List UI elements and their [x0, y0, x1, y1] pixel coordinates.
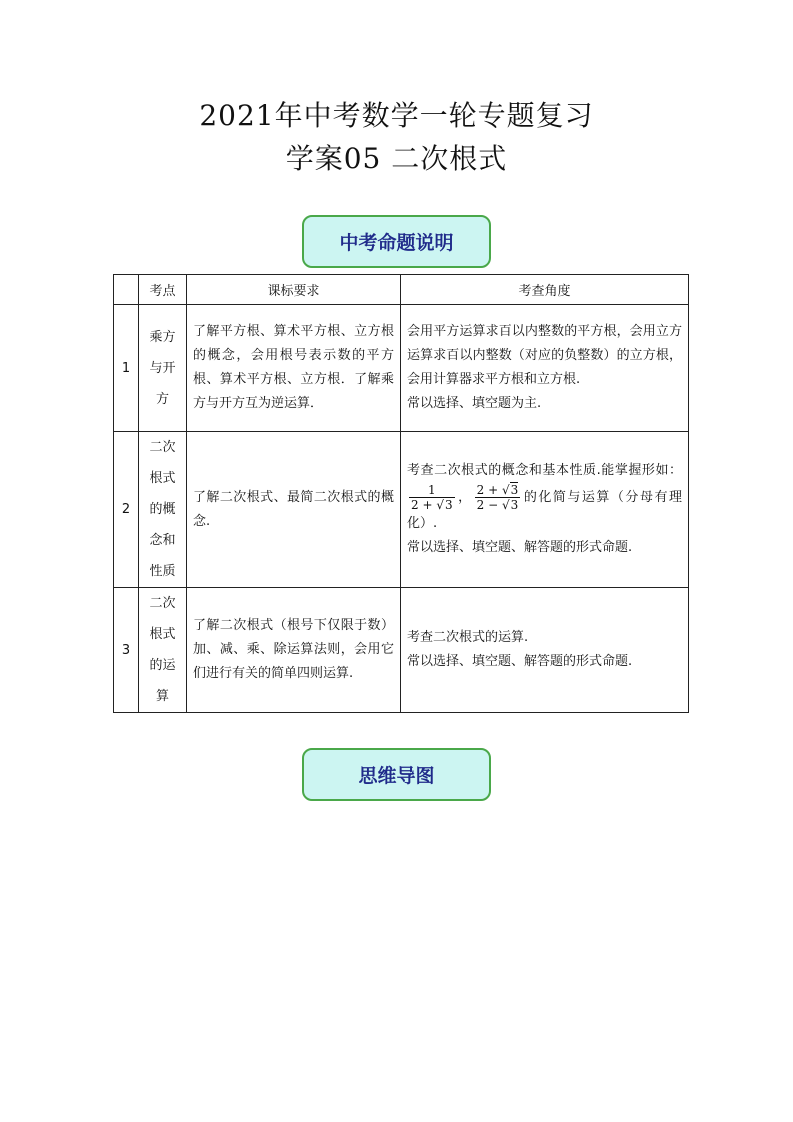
row-requirement: 了解二次根式、最简二次根式的概念.	[187, 432, 401, 588]
topic-line: 的运	[149, 658, 176, 673]
topic-line: 根式	[149, 471, 176, 486]
page-title-line1: 2021年中考数学一轮专题复习	[199, 99, 594, 132]
row-angle	[401, 432, 689, 588]
topic-line: 二次	[149, 596, 176, 611]
angle-line: 常以选择、填空题为主.	[407, 396, 542, 411]
topic-line: 的概	[149, 502, 176, 517]
table-header-row	[114, 275, 689, 305]
row-number: 3	[114, 588, 139, 713]
row-angle	[401, 305, 689, 432]
section-heading-mind-map: 思维导图	[302, 748, 491, 801]
row-requirement: 了解平方根、算术平方根、立方根的概念，会用根号表示数的平方根、算术平方根、立方根．了解乘方与开方互为逆运算．	[187, 305, 401, 432]
radicand: 3	[510, 498, 519, 512]
fraction-denominator	[409, 498, 455, 512]
row-requirement: 了解二次根式（根号下仅限于数）加、减、乘、除运算法则，会用它们进行有关的简单四则运算.	[187, 588, 401, 713]
header-index	[114, 275, 139, 305]
angle-line: 常以选择、填空题、解答题的形式命题.	[407, 540, 633, 555]
num-prefix: 2 +	[476, 483, 502, 497]
fraction-2	[475, 483, 521, 512]
angle-line: 常以选择、填空题、解答题的形式命题.	[407, 654, 633, 669]
row-topic	[139, 305, 187, 432]
topic-line: 与开	[149, 360, 176, 376]
exam-points-table	[113, 274, 689, 713]
radicand: 3	[444, 498, 453, 512]
topic-line: 二次	[149, 440, 176, 455]
den-prefix: 2 −	[476, 498, 502, 512]
row-number: 2	[114, 432, 139, 588]
angle-line: 会用平方运算求百以内整数的平方根，会用立方运算求百以内整数（对应的负整数）的立方根，会用计算器求平方根和立方根.	[407, 324, 682, 387]
sqrt-symbol: √	[502, 498, 510, 512]
row-angle	[401, 588, 689, 713]
angle-line: 考查二次根式的运算.	[407, 630, 529, 645]
header-topic: 考点	[139, 275, 187, 305]
sqrt-symbol: √	[436, 498, 444, 512]
table-row	[114, 305, 689, 432]
topic-line: 乘方	[149, 329, 176, 345]
fraction-1	[409, 483, 455, 512]
fraction-numerator	[475, 483, 521, 498]
den-prefix: 2 +	[411, 498, 437, 512]
angle-intro: 考查二次根式的概念和基本性质.能掌握形如：	[407, 463, 682, 478]
header-requirement: 课标要求	[187, 275, 401, 305]
topic-line: 性质	[149, 564, 176, 579]
sqrt-symbol: √	[502, 483, 510, 497]
topic-line: 念和	[149, 533, 176, 548]
angle-after: 的化简与运算（分母有理化）.	[407, 490, 682, 531]
table-row	[114, 432, 689, 588]
fraction-denominator	[475, 498, 521, 512]
table-row	[114, 588, 689, 713]
section-heading-exam-description: 中考命题说明	[302, 215, 491, 268]
topic-line: 算	[155, 689, 169, 704]
row-topic	[139, 432, 187, 588]
fraction-numerator: 1	[409, 483, 455, 498]
page-title-line2: 学案05 二次根式	[285, 142, 508, 175]
row-topic	[139, 588, 187, 713]
topic-line: 根式	[149, 627, 176, 642]
radicand: 3	[510, 483, 519, 497]
row-number: 1	[114, 305, 139, 432]
separator: ，	[456, 490, 473, 505]
header-angle: 考查角度	[401, 275, 689, 305]
topic-line: 方	[155, 391, 169, 407]
